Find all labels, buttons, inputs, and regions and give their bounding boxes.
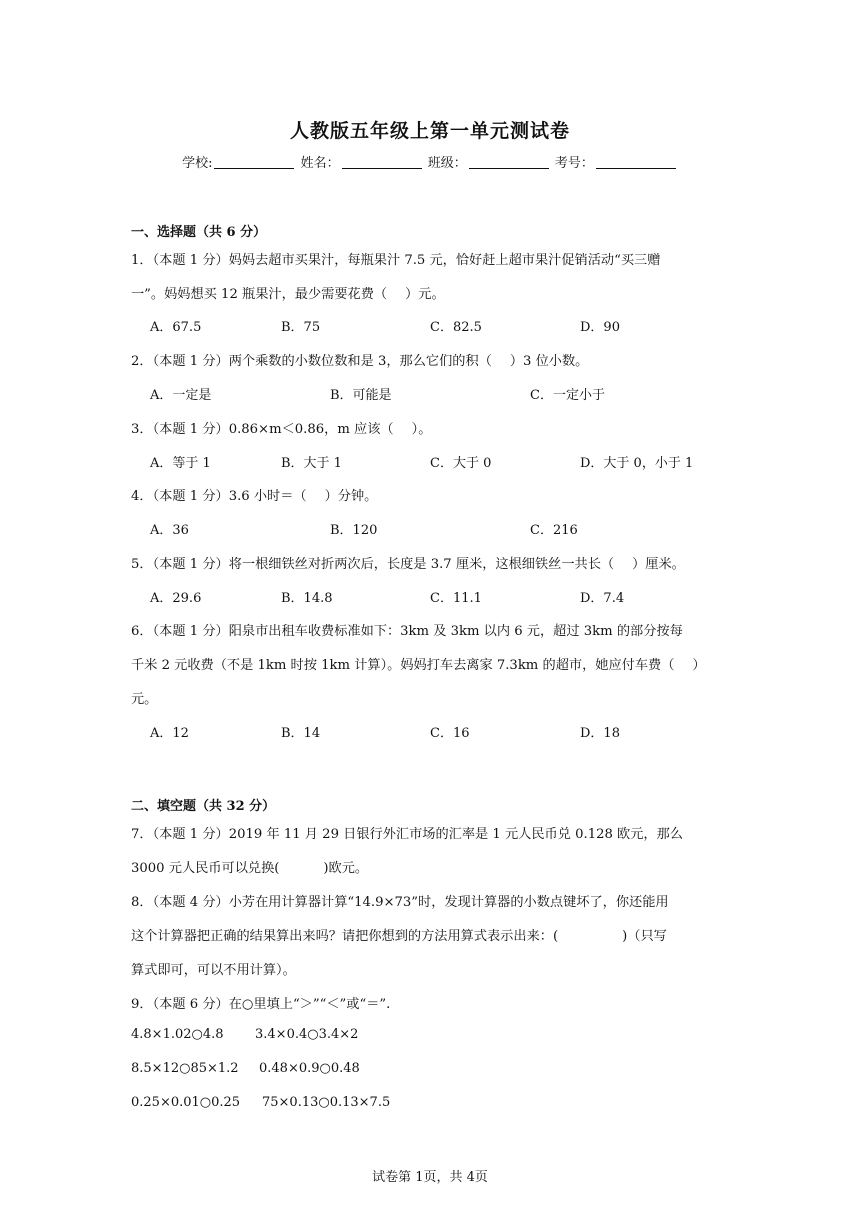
- q9-expression-4: 0.48×0.9○0.48: [259, 1061, 360, 1076]
- q9-expression-6: 75×0.13○0.13×7.5: [262, 1095, 391, 1110]
- question-3-text: 3．（本题 1 分）0.86×m＜0.86，m 应该（: [131, 422, 394, 437]
- student-info-line: [0, 152, 860, 171]
- q5-option-d: D．7.4: [580, 591, 625, 606]
- question-7-text-end: )欧元。: [323, 861, 369, 876]
- q2-option-c: C．一定小于: [530, 388, 605, 403]
- q3-option-c: C．大于 0: [430, 456, 492, 471]
- exam-number-label: 考号：: [554, 156, 594, 171]
- q3-option-a: A．等于 1: [150, 456, 211, 471]
- question-4-text-end: ）分钟。: [324, 489, 378, 504]
- q2-option-b: B．可能是: [330, 388, 392, 403]
- page-footer: 试卷第 1页，共 4页: [372, 1170, 488, 1185]
- question-1-line-1: 1．（本题 1 分）妈妈去超市买果汁，每瓶果汁 7.5 元，恰好赶上超市果汁促销活动“买三赠: [131, 253, 661, 268]
- question-7-line-1: 7．（本题 1 分）2019 年 11 月 29 日银行外汇市场的汇率是 1 元人民币兑 0.128 欧元，那么: [131, 827, 683, 842]
- question-6-text: 千米 2 元收费（不是 1km 时按 1km 计算）。妈妈打车去离家 7.3km 的超市，她应付车费（: [131, 658, 675, 673]
- q5-option-b: B．14.8: [281, 591, 333, 606]
- class-label: 班级：: [427, 156, 467, 171]
- q6-option-d: D．18: [580, 726, 620, 741]
- q9-expression-1: 4.8×1.02○4.8: [131, 1027, 224, 1042]
- question-4: [131, 485, 377, 504]
- q9-expression-2: 3.4×0.4○3.4×2: [255, 1027, 359, 1042]
- q9-expression-3: 8.5×12○85×1.2: [131, 1061, 239, 1076]
- question-8-text: 这个计算器把正确的结果算出来吗？请把你想到的方法用算式表示出来：(: [131, 929, 559, 944]
- q3-option-d: D．大于 0，小于 1: [580, 456, 694, 471]
- question-6-line-3: 元。: [131, 692, 158, 707]
- question-2-text-end: ）3 位小数。: [509, 354, 589, 369]
- question-1-line-2: [131, 283, 445, 302]
- question-8-line-3: 算式即可，可以不用计算）。: [131, 963, 296, 978]
- q2-option-a: A．一定是: [150, 388, 212, 403]
- question-5: [131, 553, 685, 572]
- q6-option-c: C．16: [430, 726, 470, 741]
- q4-option-a: A．36: [150, 523, 189, 538]
- q9-expression-5: 0.25×0.01○0.25: [131, 1095, 241, 1110]
- question-1-text: 一”。妈妈想买 12 瓶果汁，最少需要花费（: [131, 287, 388, 302]
- question-3: [131, 418, 431, 437]
- question-5-text: 5．（本题 1 分）将一根细铁丝对折两次后，长度是 3.7 厘米，这根细铁丝一共长（: [131, 557, 615, 572]
- section-1-heading: 一、选择题（共 6 分）: [131, 225, 267, 240]
- question-6-line-2: [131, 654, 706, 673]
- question-7-line-2: [131, 857, 368, 876]
- question-7-text: 3000 元人民币可以兑换(: [131, 861, 280, 876]
- q1-option-a: A．67.5: [150, 320, 202, 335]
- q5-option-c: C．11.1: [430, 591, 482, 606]
- question-8-line-2: [131, 925, 667, 944]
- question-5-text-end: ）厘米。: [632, 557, 685, 572]
- question-4-text: 4．（本题 1 分）3.6 小时＝（: [131, 489, 307, 504]
- question-2: [131, 350, 588, 369]
- question-9: 9．（本题 6 分）在○里填上“＞”“＜”或“＝”.: [131, 997, 391, 1012]
- q3-option-b: B．大于 1: [281, 456, 342, 471]
- section-2-heading: 二、填空题（共 32 分）: [131, 799, 276, 814]
- q6-option-b: B．14: [281, 726, 321, 741]
- q4-option-c: C．216: [530, 523, 578, 538]
- q1-option-d: D．90: [580, 320, 620, 335]
- name-blank: [342, 155, 422, 169]
- q1-option-b: B．75: [281, 320, 321, 335]
- school-blank: [214, 155, 294, 169]
- class-blank: [469, 155, 549, 169]
- q6-option-a: A．12: [150, 726, 189, 741]
- question-3-text-end: ）。: [411, 422, 432, 437]
- name-label: 姓名：: [300, 156, 340, 171]
- school-label: 学校:: [182, 156, 213, 171]
- exam-number-blank: [596, 155, 676, 169]
- q5-option-a: A．29.6: [150, 591, 202, 606]
- question-2-text: 2．（本题 1 分）两个乘数的小数位数和是 3，那么它们的积（: [131, 354, 492, 369]
- page-title: 人教版五年级上第一单元测试卷: [289, 120, 570, 142]
- question-1-text-end: ）元。: [405, 287, 445, 302]
- question-6-text-end: ）: [692, 658, 706, 673]
- question-8-line-1: 8．（本题 4 分）小芳在用计算器计算“14.9×73”时，发现计算器的小数点键坏了，你还能用: [131, 895, 669, 910]
- q1-option-c: C．82.5: [430, 320, 482, 335]
- question-8-text-end: )（只写: [622, 929, 667, 944]
- q4-option-b: B．120: [330, 523, 378, 538]
- question-6-line-1: 6．（本题 1 分）阳泉市出租车收费标准如下：3km 及 3km 以内 6 元，超过 3km 的部分按每: [131, 624, 683, 639]
